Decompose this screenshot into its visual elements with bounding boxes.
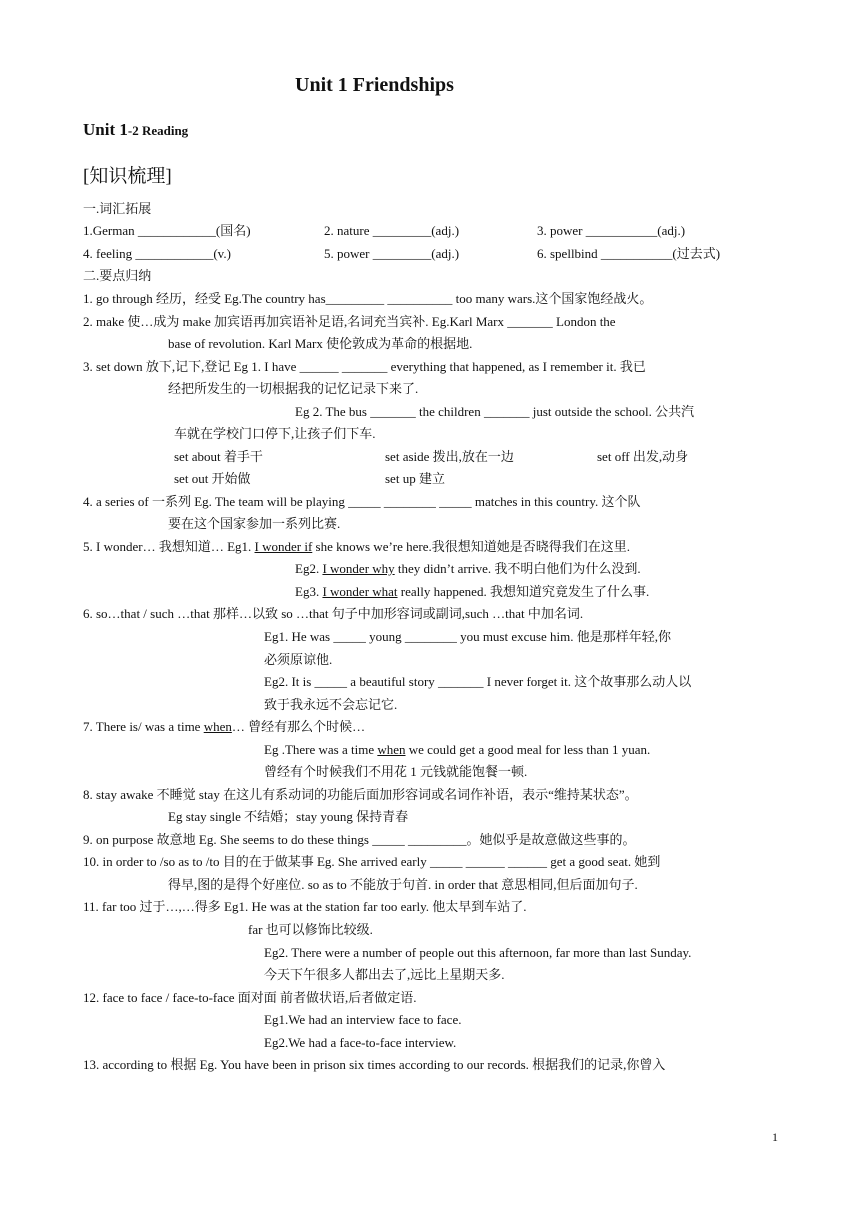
point-item-7 <box>83 718 365 736</box>
point-item-10-cont: 得早,图的是得个好座位. so as to 不能放于句首. in order that 意思相同,但后面加句子. <box>168 877 638 892</box>
phrase-set-off: set off 出发,动身 <box>597 449 689 464</box>
vocab-item: 1.German ____________(国名) <box>83 223 251 238</box>
page-number: 1 <box>772 1130 778 1144</box>
phrase-set-up: set up 建立 <box>385 471 445 486</box>
vocab-item: 2. nature _________(adj.) <box>324 223 460 238</box>
item5-eg2-prefix: Eg2. <box>295 561 323 576</box>
point-item-6: 6. so…that / such …that 那样…以致 so …that 句子中加形容词或副词,such …that 中加名词. <box>83 606 584 621</box>
point-item-12: 12. face to face / face-to-face 面对面 前者做状语,后者做定语. <box>83 990 417 1005</box>
point-item-2-cont: base of revolution. Karl Marx 使伦敦成为革命的根据地. <box>168 336 473 351</box>
point-item-2: 2. make 使…成为 make 加宾语再加宾语补足语,名词充当宾补. Eg.Karl Marx _______ London the <box>83 314 616 329</box>
subtitle-main: Unit 1 <box>83 120 128 139</box>
vocab-item: 3. power ___________(adj.) <box>537 223 686 238</box>
point-item-10: 10. in order to /so as to /to 目的在于做某事 Eg. She arrived early _____ ______ ______ get a good seat. 她到 <box>83 854 661 869</box>
point-item-6-eg1-cont: 必须原谅他. <box>264 652 333 667</box>
point-item-4: 4. a series of 一系列 Eg. The team will be playing _____ ________ _____ matches in this country. 这个队 <box>83 494 641 509</box>
point-item-3-eg2-cn: 车就在学校门口停下,让孩子们下车. <box>174 426 376 441</box>
point-item-7-eg-cn: 曾经有个时候我们不用花 1 元钱就能饱餐一顿. <box>264 764 528 779</box>
item5-eg1-key: I wonder if <box>254 539 313 554</box>
point-item-5-eg3 <box>295 583 649 601</box>
point-item-9: 9. on purpose 故意地 Eg. She seems to do these things _____ _________。她似乎是故意做这些事的。 <box>83 832 636 847</box>
point-item-5 <box>83 538 630 556</box>
page-title: Unit 1 Friendships <box>295 74 454 96</box>
phrase-set-aside: set aside 拨出,放在一边 <box>385 449 514 464</box>
point-item-8: 8. stay awake 不睡觉 stay 在这儿有系动词的功能后面加形容词或名词作补语，表示“维持某状态”。 <box>83 787 638 802</box>
point-item-6-eg2-cont: 致于我永远不会忘记它. <box>264 697 398 712</box>
item5-eg1-rest: she knows we’re here.我很想知道她是否晓得我们在这里. <box>312 539 631 554</box>
section-header: [知识梳理] <box>83 166 172 187</box>
phrase-set-out: set out 开始做 <box>174 471 251 486</box>
part2-title: 二.要点归纳 <box>83 268 152 283</box>
point-item-6-eg2: Eg2. It is _____ a beautiful story _______ I never forget it. 这个故事那么动人以 <box>264 674 692 689</box>
item5-eg3-rest: really happened. 我想知道究竟发生了什么事. <box>397 584 650 599</box>
point-item-3: 3. set down 放下,记下,登记 Eg 1. I have ______ _______ everything that happened, as I remember it. 我已 <box>83 359 646 374</box>
item5-eg3-prefix: Eg3. <box>295 584 323 599</box>
phrase-set-about: set about 着手干 <box>174 449 263 464</box>
point-item-12-eg1: Eg1.We had an interview face to face. <box>264 1012 462 1027</box>
item7-rest: … 曾经有那么个时候… <box>231 719 366 734</box>
part1-title: 一.词汇拓展 <box>83 201 152 216</box>
section-subtitle <box>83 120 188 140</box>
item5-eg2-rest: they didn’t arrive. 我不明白他们为什么没到. <box>394 561 641 576</box>
point-item-1: 1. go through 经历，经受 Eg.The country has_________ __________ too many wars.这个国家饱经战火。 <box>83 291 653 306</box>
item7-prefix: 7. There is/ was a time <box>83 719 204 734</box>
vocab-item: 5. power _________(adj.) <box>324 246 460 261</box>
item7-eg-prefix: Eg .There was a time <box>264 742 378 757</box>
item7-eg-key: when <box>377 742 406 757</box>
point-item-3-eg2: Eg 2. The bus _______ the children _______ just outside the school. 公共汽 <box>295 404 695 419</box>
item7-key: when <box>203 719 232 734</box>
item5-eg2-key: I wonder why <box>322 561 395 576</box>
point-item-7-eg <box>264 741 650 759</box>
point-item-11-note: far 也可以修饰比较级. <box>248 922 373 937</box>
point-item-4-cont: 要在这个国家参加一系列比赛. <box>168 516 341 531</box>
point-item-8-cont: Eg stay single 不结婚；stay young 保持青春 <box>168 809 409 824</box>
point-item-11-eg2: Eg2. There were a number of people out this afternoon, far more than last Sunday. <box>264 945 692 960</box>
vocab-item: 6. spellbind ___________(过去式) <box>537 246 721 261</box>
subtitle-rest: -2 Reading <box>127 123 189 138</box>
point-item-3-cont: 经把所发生的一切根据我的记忆记录下来了. <box>168 381 419 396</box>
item5-head: 5. I wonder… 我想知道… Eg1. <box>83 539 255 554</box>
vocab-item: 4. feeling ____________(v.) <box>83 246 231 261</box>
point-item-11: 11. far too 过于…,…得多 Eg1. He was at the station far too early. 他太早到车站了. <box>83 899 527 914</box>
point-item-6-eg1: Eg1. He was _____ young ________ you must excuse him. 他是那样年轻,你 <box>264 629 671 644</box>
point-item-13: 13. according to 根据 Eg. You have been in prison six times according to our records. 根据我们的记录,你曾入 <box>83 1057 666 1072</box>
point-item-5-eg2 <box>295 560 641 578</box>
point-item-11-eg2-cn: 今天下午很多人都出去了,远比上星期天多. <box>264 967 505 982</box>
item5-eg3-key: I wonder what <box>322 584 398 599</box>
point-item-12-eg2: Eg2.We had a face-to-face interview. <box>264 1035 457 1050</box>
item7-eg-rest: we could get a good meal for less than 1 yuan. <box>405 742 651 757</box>
